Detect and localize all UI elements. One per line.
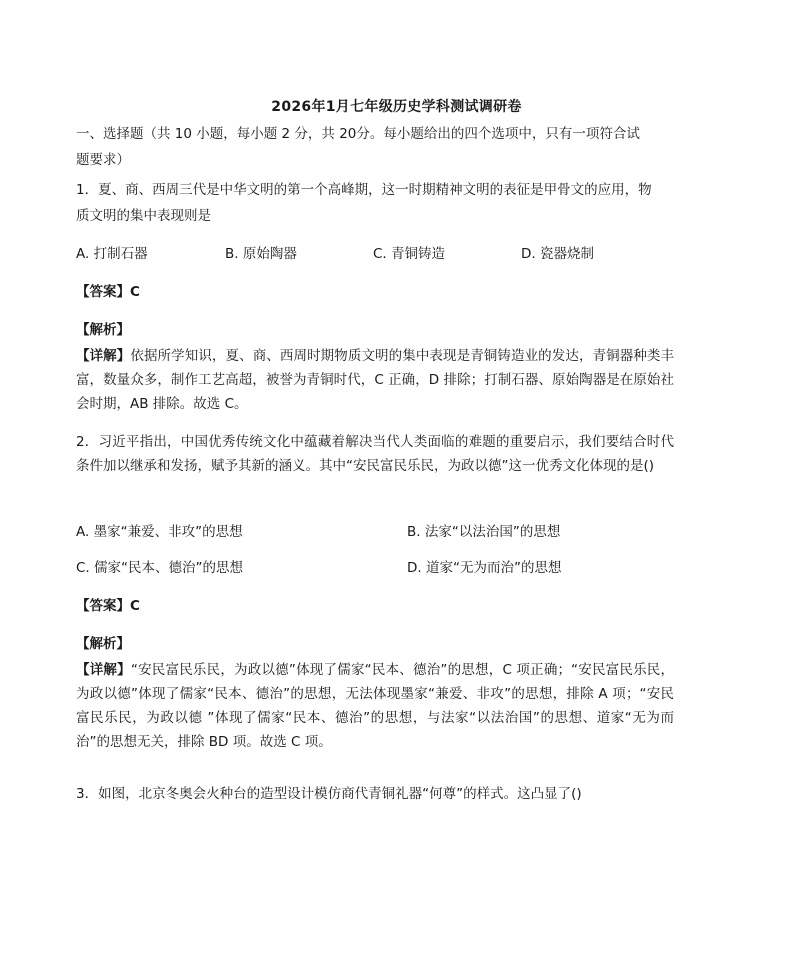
q1-option-d: D. 瓷器烧制 <box>521 246 594 262</box>
q1-option-a: A. 打制石器 <box>76 246 148 262</box>
page-title: 2026年1月七年级历史学科测试调研卷 <box>271 99 522 115</box>
q2-option-c: C. 儒家“民本、德治”的思想 <box>76 560 243 576</box>
q2-option-a: A. 墨家“兼爱、非攻”的思想 <box>76 524 243 540</box>
q2-answer-value: C <box>130 598 140 614</box>
q2-answer-label: 【答案】 <box>76 598 130 614</box>
q2-analysis-label: 【解析】 <box>76 636 130 652</box>
q1-stem-line2: 质文明的集中表现则是 <box>76 208 211 224</box>
q1-detail-label: 【详解】 <box>76 348 131 364</box>
q1-answer <box>76 282 140 302</box>
q1-answer-value: C <box>130 284 140 300</box>
q2-answer <box>76 596 140 616</box>
q1-detail <box>76 344 674 416</box>
q3-stem: 3．如图，北京冬奥会火种台的造型设计模仿商代青铜礼器“何尊”的样式。这凸显了() <box>76 786 582 802</box>
q2-option-b: B. 法家“以法治国”的思想 <box>407 524 561 540</box>
q1-detail-text: 依据所学知识，夏、商、西周时期物质文明的集中表现是青铜铸造业的发达，青铜器种类丰富，数量众多，制作工艺高超，被誉为青铜时代，C 正确，D 排除；打制石器、原始陶器是在原始社会时期，AB 排除。故选 C。 <box>76 348 675 412</box>
q1-option-b: B. 原始陶器 <box>225 246 297 262</box>
q2-detail-label: 【详解】 <box>76 662 131 678</box>
q1-option-c: C. 青铜铸造 <box>373 246 446 262</box>
q2-stem: 2．习近平指出，中国优秀传统文化中蕴藏着解决当代人类面临的难题的重要启示，我们要结合时代条件加以继承和发扬，赋予其新的涵义。其中“安民富民乐民，为政以德”这一优秀文化体现的是() <box>76 434 674 474</box>
section-heading-line2: 题要求） <box>76 152 130 168</box>
q2-detail <box>76 658 674 754</box>
q1-stem-line1: 1．夏、商、西周三代是中华文明的第一个高峰期，这一时期精神文明的表征是甲骨文的应用，物 <box>76 182 652 198</box>
q1-analysis-label: 【解析】 <box>76 322 130 338</box>
q2-option-d: D. 道家“无为而治”的思想 <box>407 560 562 576</box>
q1-answer-label: 【答案】 <box>76 284 130 300</box>
q2-detail-text: “安民富民乐民，为政以德”体现了儒家“民本、德治”的思想，C 项正确；“安民富民乐民，为政以德”体现了儒家“民本、德治”的思想，无法体现墨家“兼爱、非攻”的思想，排除 A 项；“安民富民乐民，为政以德 ”体现了儒家“民本、德治”的思想，与法家“以法治国”的思想、道家“无为而治”的思想无关，排除 BD 项。故选 C 项。 <box>76 662 675 750</box>
section-heading-line1: 一、选择题（共 10 小题，每小题 2 分，共 20分。每小题给出的四个选项中，只有一项符合试 <box>76 126 640 142</box>
